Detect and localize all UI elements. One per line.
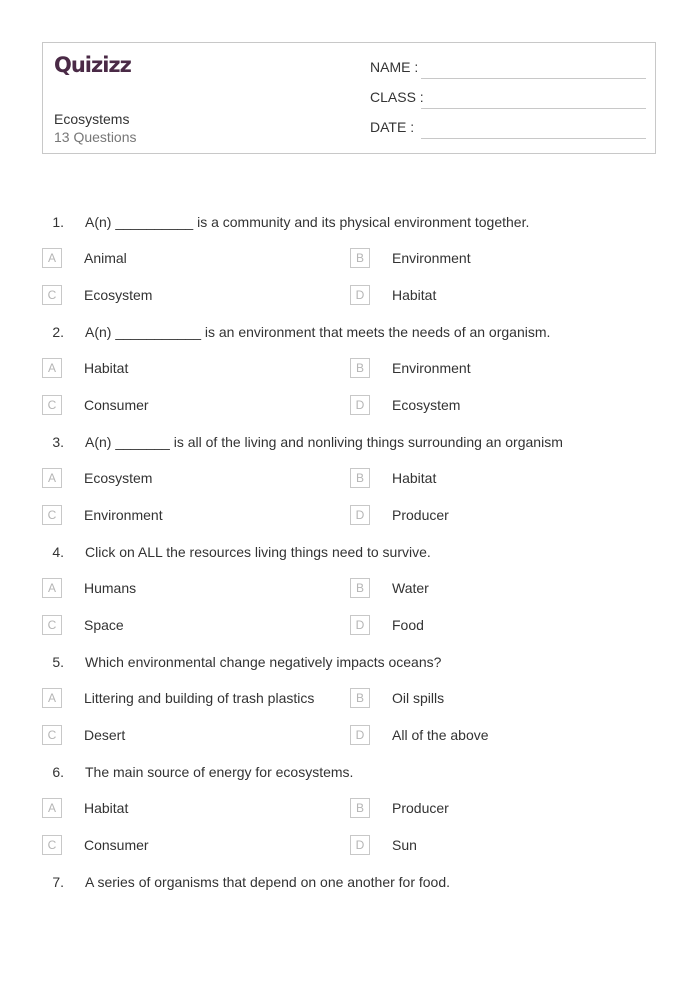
option-letter-box: B bbox=[350, 358, 370, 378]
question-text: The main source of energy for ecosystems. bbox=[85, 764, 354, 780]
option-text: Habitat bbox=[84, 360, 129, 376]
question-text: A(n) ___________ is an environment that meets the needs of an organism. bbox=[85, 324, 551, 340]
option-letter-box: B bbox=[350, 248, 370, 268]
option-text: Environment bbox=[392, 360, 471, 376]
option-text: Humans bbox=[84, 580, 137, 596]
question-number: 2. bbox=[52, 324, 64, 340]
option-letter-box: D bbox=[350, 505, 370, 525]
date-line bbox=[421, 138, 646, 139]
question-3 bbox=[0, 425, 700, 535]
option-row bbox=[0, 278, 700, 315]
option-row bbox=[0, 608, 700, 645]
option-letter-box: C bbox=[42, 395, 62, 415]
option-letter-box: D bbox=[350, 615, 370, 635]
date-field[interactable] bbox=[370, 119, 646, 139]
option-row bbox=[0, 718, 700, 755]
option-row bbox=[0, 461, 700, 498]
worksheet-header bbox=[42, 42, 656, 154]
question-4 bbox=[0, 535, 700, 645]
option-letter-box: C bbox=[42, 835, 62, 855]
question-1 bbox=[0, 205, 700, 315]
question-5 bbox=[0, 645, 700, 755]
option-row bbox=[0, 498, 700, 535]
option-letter-box: D bbox=[350, 835, 370, 855]
option-text: Water bbox=[392, 580, 429, 596]
option-letter-box: A bbox=[42, 248, 62, 268]
option-text: Desert bbox=[84, 727, 126, 743]
option-letter-box: A bbox=[42, 358, 62, 378]
worksheet-title: Ecosystems bbox=[54, 111, 130, 127]
question-6 bbox=[0, 755, 700, 865]
quizizz-logo: Quizizz bbox=[54, 53, 131, 77]
option-text: Ecosystem bbox=[84, 287, 153, 303]
option-letter-box: B bbox=[350, 578, 370, 598]
question-row bbox=[0, 315, 700, 351]
question-text: A(n) __________ is a community and its physical environment together. bbox=[85, 214, 530, 230]
question-number: 5. bbox=[52, 654, 64, 670]
option-text: Animal bbox=[84, 250, 127, 266]
option-row bbox=[0, 351, 700, 388]
date-label: DATE : bbox=[370, 119, 415, 135]
option-text: Food bbox=[392, 617, 424, 633]
question-row bbox=[0, 755, 700, 791]
option-text: Consumer bbox=[84, 397, 149, 413]
option-text: Habitat bbox=[84, 800, 129, 816]
class-label: CLASS : bbox=[370, 89, 424, 105]
option-text: Environment bbox=[392, 250, 471, 266]
option-text: Ecosystem bbox=[84, 470, 153, 486]
question-text: A series of organisms that depend on one another for food. bbox=[85, 874, 451, 890]
option-letter-box: A bbox=[42, 688, 62, 708]
question-7 bbox=[0, 865, 700, 901]
option-text: Sun bbox=[392, 837, 417, 853]
question-number: 6. bbox=[52, 764, 64, 780]
option-row bbox=[0, 791, 700, 828]
question-2 bbox=[0, 315, 700, 425]
option-letter-box: C bbox=[42, 285, 62, 305]
question-number: 7. bbox=[52, 874, 64, 890]
question-count: 13 Questions bbox=[54, 129, 137, 145]
option-letter-box: B bbox=[350, 798, 370, 818]
option-letter-box: A bbox=[42, 578, 62, 598]
option-text: Environment bbox=[84, 507, 163, 523]
option-text: Consumer bbox=[84, 837, 149, 853]
question-row bbox=[0, 425, 700, 461]
option-text: Ecosystem bbox=[392, 397, 461, 413]
option-letter-box: D bbox=[350, 285, 370, 305]
question-row bbox=[0, 205, 700, 241]
option-letter-box: C bbox=[42, 505, 62, 525]
option-text: Producer bbox=[392, 507, 449, 523]
option-letter-box: A bbox=[42, 468, 62, 488]
option-letter-box: D bbox=[350, 725, 370, 745]
question-row bbox=[0, 645, 700, 681]
name-field[interactable] bbox=[370, 59, 646, 79]
question-text: A(n) _______ is all of the living and nonliving things surrounding an organism bbox=[85, 434, 563, 450]
question-text: Which environmental change negatively impacts oceans? bbox=[85, 654, 442, 670]
option-row bbox=[0, 241, 700, 278]
question-row bbox=[0, 535, 700, 571]
option-text: Habitat bbox=[392, 287, 437, 303]
option-text: Littering and building of trash plastics bbox=[84, 690, 315, 706]
option-letter-box: A bbox=[42, 798, 62, 818]
option-letter-box: C bbox=[42, 725, 62, 745]
class-line bbox=[421, 108, 646, 109]
question-number: 4. bbox=[52, 544, 64, 560]
option-row bbox=[0, 388, 700, 425]
option-text: Space bbox=[84, 617, 124, 633]
question-number: 1. bbox=[52, 214, 64, 230]
option-letter-box: B bbox=[350, 468, 370, 488]
class-field[interactable] bbox=[370, 89, 646, 109]
option-text: All of the above bbox=[392, 727, 489, 743]
question-row bbox=[0, 865, 700, 901]
option-letter-box: C bbox=[42, 615, 62, 635]
question-list bbox=[0, 205, 700, 901]
option-row bbox=[0, 828, 700, 865]
question-number: 3. bbox=[52, 434, 64, 450]
option-text: Habitat bbox=[392, 470, 437, 486]
name-label: NAME : bbox=[370, 59, 419, 75]
option-text: Oil spills bbox=[392, 690, 445, 706]
option-letter-box: B bbox=[350, 688, 370, 708]
question-text: Click on ALL the resources living things need to survive. bbox=[85, 544, 431, 560]
option-letter-box: D bbox=[350, 395, 370, 415]
option-row bbox=[0, 571, 700, 608]
name-line bbox=[421, 78, 646, 79]
option-text: Producer bbox=[392, 800, 449, 816]
option-row bbox=[0, 681, 700, 718]
